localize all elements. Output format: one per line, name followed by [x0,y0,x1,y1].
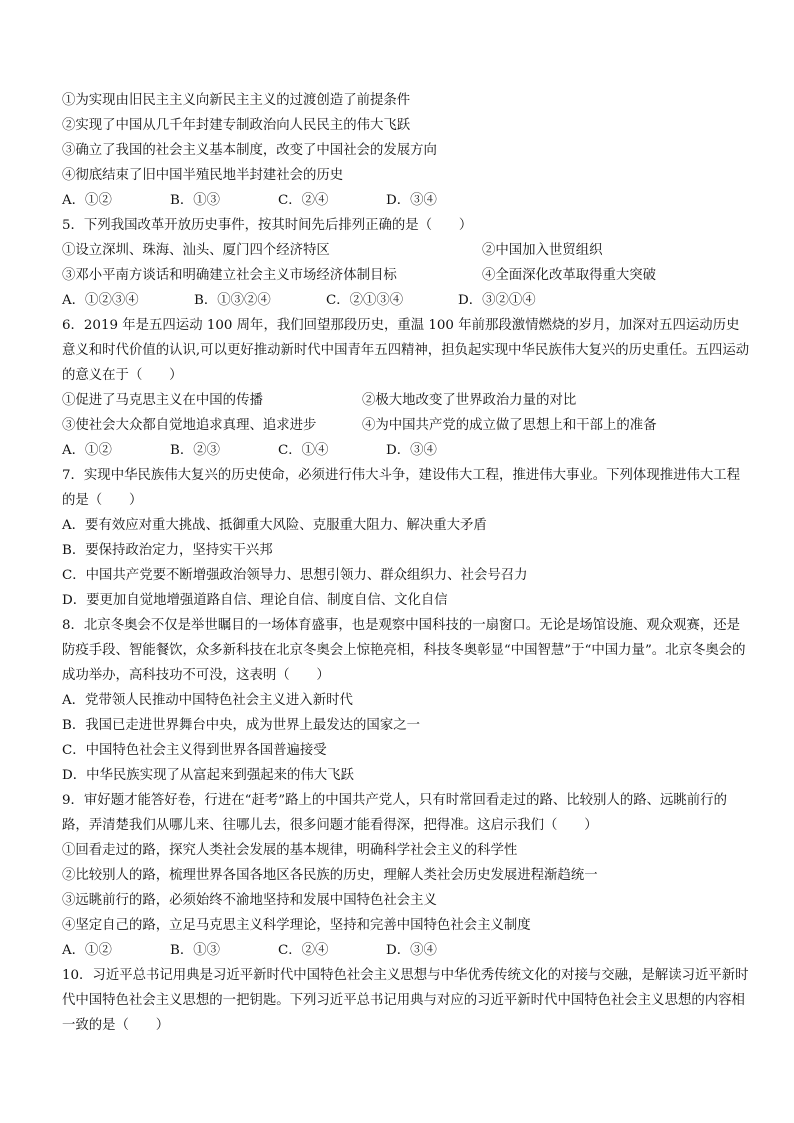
q6-option-a: A．①② [62,443,112,458]
q8-option-d: D．中华民族实现了从富起来到强起来的伟大飞跃 [62,768,354,783]
q4-options [62,188,752,213]
q9-item-3: ③远眺前行的路，必须始终不渝地坚持和发展中国特色社会主义 [62,893,437,908]
q9-item-4: ④坚定自己的路，立足马克思主义科学理论，坚持和完善中国特色社会主义制度 [62,918,531,933]
q6-option-b: B．②③ [170,443,221,458]
q4-item-3: ③确立了我国的社会主义基本制度，改变了中国社会的发展方向 [62,143,437,158]
q5-options [62,288,752,313]
q9-options [62,938,752,963]
q5-item-4: ④全面深化改革取得重大突破 [482,268,657,283]
q6-options [62,438,752,463]
q6-items-row-1 [62,388,752,413]
q9-stem: 9．审好题才能答好卷，行进在“赶考”路上的中国共产党人，只有时常回看走过的路、比较别人的路、远眺前行的路，弄清楚我们从哪儿来、往哪儿去，很多问题才能看得深，把得准。这启示我们（ ） [62,793,727,833]
q8-option-b: B．我国已走进世界舞台中央，成为世界上最发达的国家之一 [62,718,420,733]
q5-item-3: ③邓小平南方谈话和明确建立社会主义市场经济体制目标 [62,268,397,283]
q4-option-c: C．②④ [278,193,329,208]
q5-items-row-1 [62,238,752,263]
q4-option-a: A．①② [62,193,112,208]
q7-option-a: A．要有效应对重大挑战、抵御重大风险、克服重大阻力、解决重大矛盾 [62,518,487,533]
q7-stem: 7．实现中华民族伟大复兴的历史使命，必须进行伟大斗争，建设伟大工程，推进伟大事业。下列体现推进伟大工程的是（ ） [62,468,741,508]
q7-option-d: D．要更加自觉地增强道路自信、理论自信、制度自信、文化自信 [62,593,448,608]
q9-item-1: ①回看走过的路，探究人类社会发展的基本规律，明确科学社会主义的科学性 [62,843,518,858]
q9-option-a: A．①② [62,943,112,958]
q4-item-4: ④彻底结束了旧中国半殖民地半封建社会的历史 [62,168,344,183]
q6-option-d: D．③④ [386,443,437,458]
q5-item-2: ②中国加入世贸组织 [482,243,603,258]
q7-option-b: B．要保持政治定力，坚持实干兴邦 [62,543,273,558]
q6-item-4: ④为中国共产党的成立做了思想上和干部上的准备 [362,418,657,433]
q8-option-a: A．党带领人民推动中国特色社会主义进入新时代 [62,693,353,708]
q5-option-d: D．③②①④ [458,293,536,308]
q8-stem: 8．北京冬奥会不仅是举世瞩目的一场体育盛事，也是观察中国科技的一扇窗口。无论是场馆设施、观众观赛，还是防疫手段、智能餐饮，众多新科技在北京冬奥会上惊艳亮相，科技冬奥彰显“中国智慧”于“中国力量”。北京冬奥会的成功举办，高科技功不可没，这表明（ ） [62,618,746,683]
q9-option-b: B．①③ [170,943,221,958]
exam-page [62,88,752,1038]
q9-option-c: C．②④ [278,943,329,958]
q5-item-1: ①设立深圳、珠海、汕头、厦门四个经济特区 [62,243,330,258]
q5-stem: 5．下列我国改革开放历史事件，按其时间先后排列正确的是（ ） [62,218,473,233]
q6-item-2: ②极大地改变了世界政治力量的对比 [362,393,577,408]
q6-item-1: ①促进了马克思主义在中国的传播 [62,393,263,408]
q9-item-2: ②比较别人的路，梳理世界各国各地区各民族的历史，理解人类社会历史发展进程渐趋统一 [62,868,598,883]
q6-items-row-2 [62,413,752,438]
q4-option-b: B．①③ [170,193,221,208]
q4-item-1: ①为实现由旧民主主义向新民主主义的过渡创造了前提条件 [62,93,411,108]
q5-option-b: B．①③②④ [194,293,271,308]
q5-items-row-2 [62,263,752,288]
q5-option-c: C．②①③④ [326,293,404,308]
q9-option-d: D．③④ [386,943,437,958]
q6-item-3: ③使社会大众都自觉地追求真理、追求进步 [62,418,317,433]
q7-option-c: C．中国共产党要不断增强政治领导力、思想引领力、群众组织力、社会号召力 [62,568,528,583]
q6-option-c: C．①④ [278,443,329,458]
q6-stem: 6．2019 年是五四运动 100 周年，我们回望那段历史，重温 100 年前那段激情燃烧的岁月，加深对五四运动历史意义和时代价值的认识,可以更好推动新时代中国青年五四精神，担负起实现中华民族伟大复兴的历史重任。五四运动的意义在于（ ） [62,318,750,383]
q4-item-2: ②实现了中国从几千年封建专制政治向人民民主的伟大飞跃 [62,118,411,133]
q8-option-c: C．中国特色社会主义得到世界各国普遍接受 [62,743,327,758]
q10-stem: 10．习近平总书记用典是习近平新时代中国特色社会主义思想与中华优秀传统文化的对接与交融，是解读习近平新时代中国特色社会主义思想的一把钥匙。下列习近平总书记用典与对应的习近平新时代中国特色社会主义思想的内容相一致的是（ ） [62,968,749,1033]
q4-option-d: D．③④ [386,193,437,208]
q5-option-a: A．①②③④ [62,293,139,308]
